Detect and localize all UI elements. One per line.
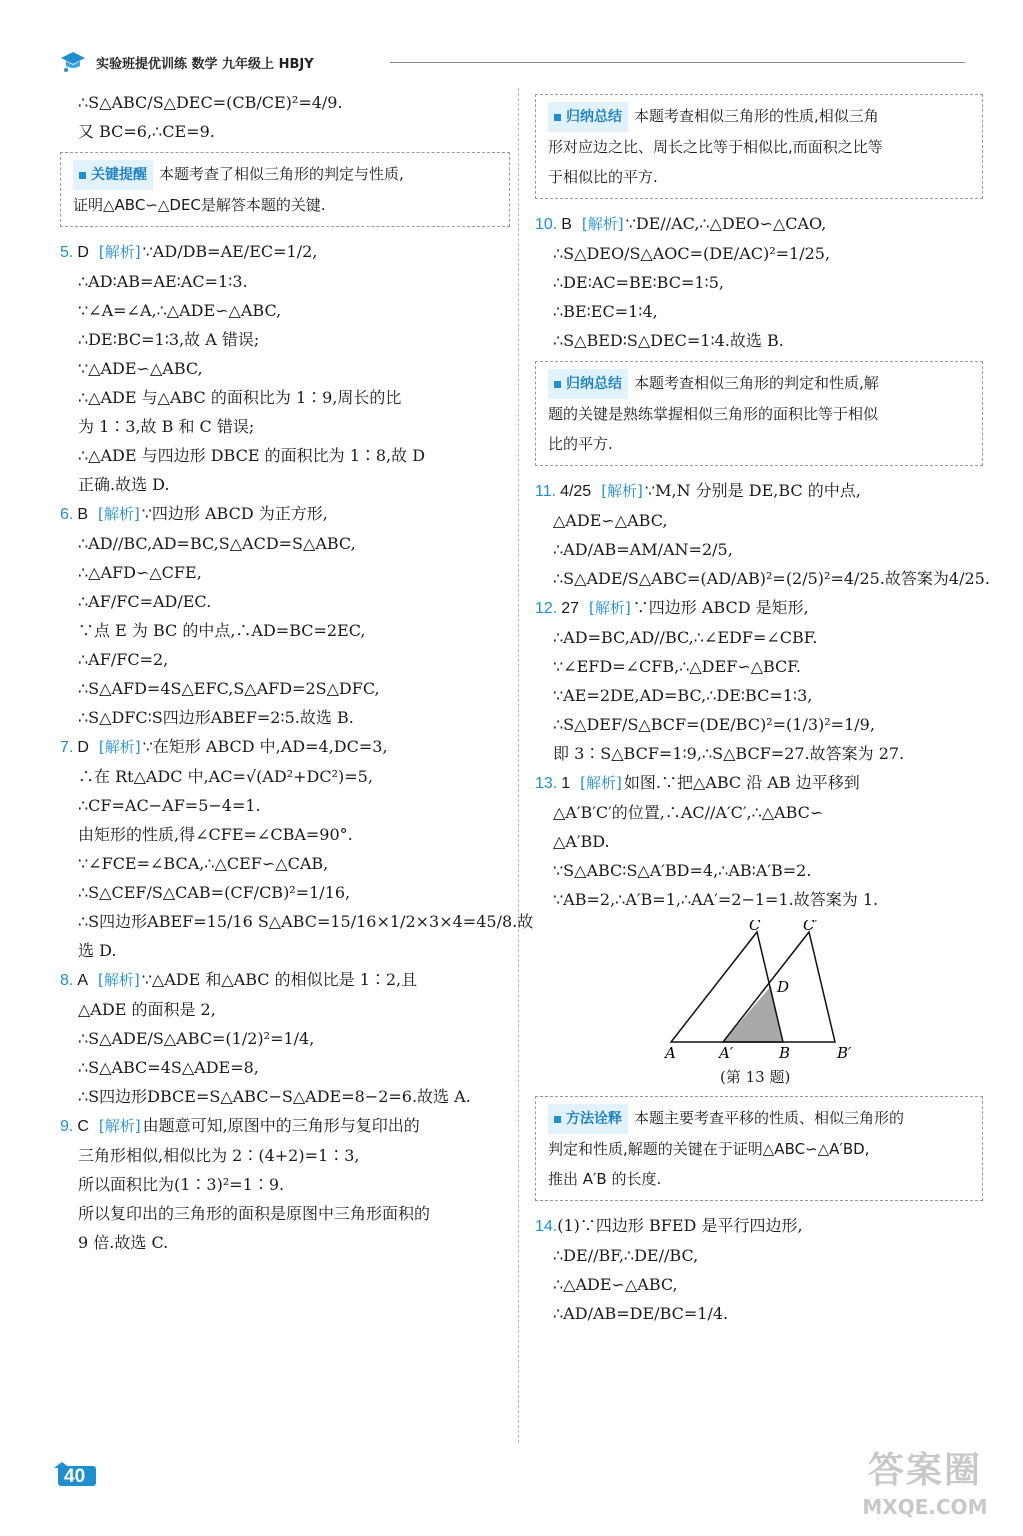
solution-text: 即 3∶S△BCF=1∶9,∴S△BCF=27.故答案为 27. [553,744,905,763]
solution-text: ∵AE=2DE,AD=BC,∴DE∶BC=1∶3, [553,686,813,705]
solution-line [60,995,510,1024]
solution-line [60,791,510,820]
question-number: 5. [60,244,74,261]
solution-text: ∵∠EFD=∠CFB,∴△DEF∽△BCF. [553,657,801,676]
analysis-tag: [解析] [601,482,643,500]
solution-text: ∵∠FCE=∠BCA,∴△CEF∽△CAB, [78,854,329,873]
solution-line [535,535,983,564]
question-number: 9. [60,1118,74,1135]
question-answer: 1 [561,775,571,792]
solution-line [60,936,510,965]
solution-text: ∴S△DEO/S△AOC=(DE/AC)²=1/25, [553,244,831,263]
solution-text: ∴S△DFC∶S四边形ABEF=2∶5.故选 B. [78,708,354,727]
solution-line [60,674,510,703]
solution-text: ∴S△ABC/S△DEC=(CB/CE)²=4/9. [78,93,343,112]
question-number: 14. [535,1218,558,1235]
solution-line [60,820,510,849]
analysis-tag: [解析] [98,243,141,261]
solution-line [535,1299,983,1328]
solution-line [60,296,510,325]
summary-box-label: 归纳总结 [548,102,628,132]
solution-line [60,383,510,412]
question-number: 11. [535,483,557,500]
solution-text: ∴S△DEF/S△BCF=(DE/BC)²=(1/3)²=1/9, [553,715,875,734]
solution-line [60,1024,510,1053]
summary-text: 本题考查相似三角形的性质,相似三角 [634,107,879,125]
solution-text: ∴△AFD∽△CFE, [78,563,202,582]
solution-text: ∴S四边形ABEF=15/16 S△ABC=15/16×1/2×3×4=45/8.故 [78,912,534,931]
figure-caption: (第 13 题) [720,1068,791,1086]
point-label-d: D [777,978,790,996]
solution-line [535,326,983,355]
solution-line [535,239,983,268]
book-series-title: 实验班提优训练 数学 九年级上 HBJY [96,57,314,72]
solution-line [60,1141,510,1170]
question-number: 13. [535,775,558,792]
solution-line [60,558,510,587]
solution-text: 正确.故选 D. [78,475,170,494]
solution-line [60,762,510,791]
solution-line [535,798,983,827]
solution-text: ∴AF/FC=AD/EC. [78,592,212,611]
solution-text: ∴S四边形DBCE=S△ABC−S△ADE=8−2=6.故选 A. [78,1087,471,1106]
question-number: 6. [60,506,74,523]
summary-text: 本题主要考查平移的性质、相似三角形的 [634,1109,905,1127]
solution-line [535,623,983,652]
summary-line [548,101,972,132]
page-number: 40 [64,1466,86,1487]
right-column [535,88,990,1328]
question-answer: B [77,506,89,523]
question-answer: D [77,244,89,261]
summary-line [73,159,499,190]
solution-text: ∴AD//BC,AD=BC,S△ACD=S△ABC, [78,534,356,553]
solution-text: ∵四边形 ABCD 为正方形, [141,504,328,523]
solution-line [60,529,510,558]
summary-text: 证明△ABC∽△DEC是解答本题的关键. [73,196,326,214]
solution-line [535,564,990,593]
point-label-c: C [749,920,761,934]
question-number: 10. [535,216,558,233]
question-answer: C [77,1118,89,1135]
solution-text: ∴CF=AC−AF=5−4=1. [78,796,261,815]
solution-line [60,849,510,878]
point-label-c1: C′ [803,920,818,934]
solution-line [535,297,983,326]
question-answer: D [77,739,89,756]
solution-text: 所以复印出的三角形的面积是原图中三角形面积的 [78,1204,431,1223]
analysis-tag: [解析] [98,738,141,756]
question-line [60,965,510,995]
solution-line [535,652,983,681]
question-line [535,1211,983,1241]
left-column [60,88,534,1257]
graduation-cap-icon [60,50,86,72]
solution-line [60,325,510,354]
solution-text: ∵在矩形 ABCD 中,AD=4,DC=3, [142,737,388,756]
solution-text: ∴△ADE 与△ABC 的面积比为 1∶9,周长的比 [78,388,402,407]
question-number: 12. [535,600,558,617]
solution-text: △ADE 的面积是 2, [78,1000,216,1019]
solution-text: 如图.∵把△ABC 沿 AB 边平移到 [623,773,860,792]
summary-line [73,190,499,220]
summary-box-label: 归纳总结 [548,369,628,399]
question-line [60,1111,510,1141]
solution-text: ∵AB=2,∴A′B=1,∴AA′=2−1=1.故答案为 1. [553,890,879,909]
solution-line [60,88,510,117]
solution-line [535,681,983,710]
solution-line [535,506,983,535]
shaded-triangle [723,986,783,1042]
summary-line [548,399,972,429]
summary-text: 于相似比的平方. [548,168,658,186]
solution-line [535,1241,983,1270]
solution-text: ∴S△AFD=4S△EFC,S△AFD=2S△DFC, [78,679,380,698]
watermark-text: 答案圈 [867,1450,982,1491]
analysis-tag: [解析] [98,1117,141,1135]
question-line [535,476,983,506]
solution-text: ∵四边形 ABCD 是矩形, [632,598,809,617]
solution-line [535,268,983,297]
solution-line [60,1082,510,1111]
solution-text: ∴AD/AB=AM/AN=2/5, [553,540,733,559]
solution-line [535,885,983,914]
solution-text: ∵∠A=∠A,∴△ADE∽△ABC, [78,301,282,320]
solution-line [60,470,510,499]
solution-text: ∴△ADE∽△ABC, [553,1275,678,1294]
watermark-url: MXQE.COM [862,1495,988,1519]
solution-text: ∴AD∶AB=AE∶AC=1∶3. [78,272,248,291]
solution-text: ∴S△CEF/S△CAB=(CF/CB)²=1/16, [78,883,351,902]
question-line [535,768,983,798]
solution-text: ∴S△BED∶S△DEC=1∶4.故选 B. [553,331,784,350]
summary-line [548,429,972,459]
summary-box [535,94,983,199]
question-answer: B [561,216,572,233]
solution-line [60,1228,510,1257]
question-line [535,209,983,239]
solution-line [535,739,983,768]
question-number: 7. [60,739,74,756]
analysis-tag: [解析] [589,599,631,617]
solution-text: ∵AD/DB=AE/EC=1/2, [142,242,318,261]
summary-line [548,1103,972,1134]
analysis-tag: [解析] [580,774,622,792]
solution-line [60,117,510,146]
summary-box [535,1096,983,1201]
solution-line [60,587,510,616]
summary-box-label: 方法诠释 [548,1104,628,1134]
solution-line [535,1270,983,1299]
solution-line [60,354,510,383]
question-line [535,593,983,623]
solution-text: ∴△ADE 与四边形 DBCE 的面积比为 1∶8,故 D [78,446,426,465]
point-label-a: A [665,1044,676,1062]
point-label-b1: B′ [837,1044,852,1062]
summary-text: 题的关键是熟练掌握相似三角形的面积比等于相似 [548,405,879,423]
analysis-tag: [解析] [581,215,624,233]
summary-text: 形对应边之比、周长之比等于相似比,而面积之比等 [548,138,883,156]
solution-text: ∴S△ADE/S△ABC=(AD/AB)²=(2/5)²=4/25.故答案为4/25. [553,569,990,588]
question-line [60,499,510,529]
solution-text: 三角形相似,相似比为 2∶(4+2)=1∶3, [78,1146,360,1165]
question-answer: 27 [561,600,580,617]
solution-text: ∴S△ADE/S△ABC=(1/2)²=1/4, [78,1029,315,1048]
solution-text: 又 BC=6,∴CE=9. [78,122,215,141]
solution-text: 所以面积比为(1∶3)²=1∶9. [78,1175,285,1194]
question-line [60,732,510,762]
summary-line [548,368,972,399]
page-header [60,48,965,78]
summary-line [548,1134,972,1164]
solution-text: (1)∵四边形 BFED 是平行四边形, [557,1216,803,1235]
point-label-b: B [779,1044,791,1062]
solution-text: ∵DE//AC,∴△DEO∽△CAO, [625,214,827,233]
translation-diagram [655,920,865,1065]
summary-line [548,132,972,162]
solution-line [535,710,983,739]
solution-line [60,267,510,296]
solution-text: ∴BE∶EC=1∶4, [553,302,658,321]
summary-box [535,361,983,466]
solution-text: ∴在 Rt△ADC 中,AC=√(AD²+DC²)=5, [78,767,373,786]
watermark-logo [850,1448,1000,1534]
question-answer: 4/25 [560,483,592,500]
solution-line [60,1170,510,1199]
solution-line [60,1199,510,1228]
question-answer: A [77,972,89,989]
summary-box [60,152,510,227]
solution-text: 为 1∶3,故 B 和 C 错误; [78,417,255,436]
solution-line [60,1053,510,1082]
summary-text: 推出 A′B 的长度. [548,1170,662,1188]
solution-text: 由题意可知,原图中的三角形与复印出的 [142,1116,420,1135]
solution-text: 由矩形的性质,得∠CFE=∠CBA=90°. [78,825,353,844]
summary-line [548,1164,972,1194]
summary-text: 判定和性质,解题的关键在于证明△ABC∽△A′BD, [548,1140,870,1158]
solution-line [535,827,983,856]
analysis-tag: [解析] [98,971,140,989]
solution-text: 选 D. [78,941,117,960]
solution-text: ∵M,N 分别是 DE,BC 的中点, [644,481,861,500]
column-divider [518,88,519,1443]
solution-text: ∴AD=BC,AD//BC,∴∠EDF=∠CBF. [553,628,818,647]
question-number: 8. [60,972,74,989]
solution-text: 9 倍.故选 C. [78,1233,169,1252]
solution-text: ∴AF/FC=2, [78,650,169,669]
summary-text: 比的平方. [548,435,613,453]
solution-text: ∴AD/AB=DE/BC=1/4. [553,1304,729,1323]
solution-text: ∵点 E 为 BC 的中点,∴AD=BC=2EC, [78,621,366,640]
solution-line [60,907,534,936]
point-label-a1: A′ [719,1044,734,1062]
solution-line [60,703,510,732]
solution-text: △A′BD. [553,832,610,851]
solution-text: ∵S△ABC∶S△A′BD=4,∴AB∶A′B=2. [553,861,812,880]
solution-line [535,856,983,885]
solution-text: ∴S△ABC=4S△ADE=8, [78,1058,259,1077]
solution-text: ∴DE//BF,∴DE//BC, [553,1246,699,1265]
figure-13 [535,920,983,1090]
solution-line [60,878,510,907]
summary-text: 本题考查了相似三角形的判定与性质, [159,165,404,183]
summary-box-label: 关键提醒 [73,160,153,190]
solution-text: △A′B′C′的位置,∴AC//A′C′,∴△ABC∽ [553,803,824,822]
solution-line [60,645,510,674]
solution-text: ∴DE∶BC=1∶3,故 A 错误; [78,330,260,349]
summary-line [548,162,972,192]
solution-line [60,441,510,470]
summary-text: 本题考查相似三角形的判定和性质,解 [634,374,879,392]
question-line [60,237,510,267]
solution-line [60,616,510,645]
solution-text: ∴DE∶AC=BE∶BC=1∶5, [553,273,724,292]
solution-text: ∵△ADE 和△ABC 的相似比是 1∶2,且 [141,970,418,989]
solution-line [60,412,510,441]
solution-text: △ADE∽△ABC, [553,511,668,530]
header-rule [390,62,965,63]
solution-text: ∵△ADE∽△ABC, [78,359,203,378]
analysis-tag: [解析] [98,505,140,523]
